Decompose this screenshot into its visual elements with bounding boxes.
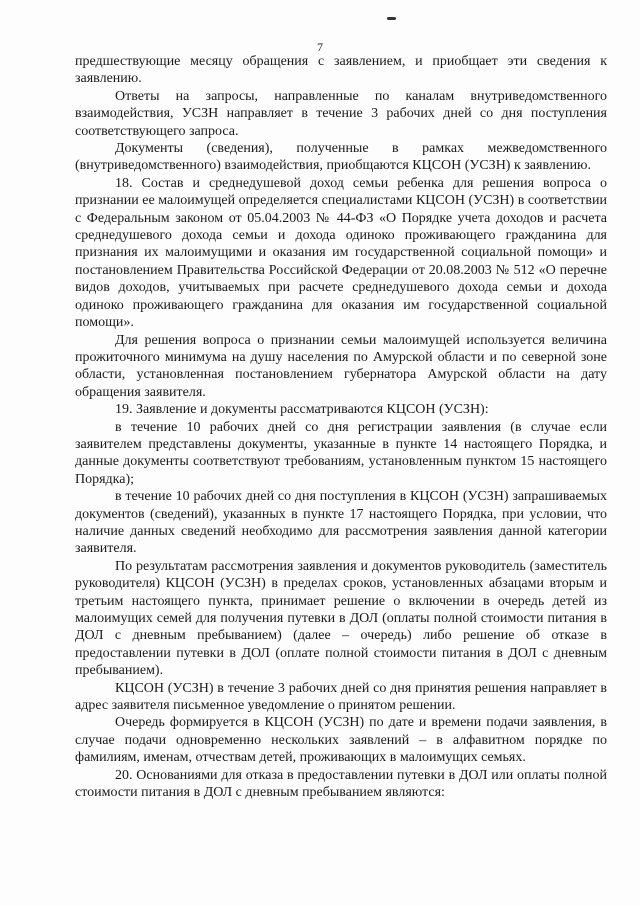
page-number: 7 — [317, 40, 323, 54]
document-body — [75, 53, 607, 801]
paragraph-19-term-registration: в течение 10 рабочих дней со дня регистрации заявления (в случае если заявителем представлены документы, указанные в пункте 14 настоящего Порядка, и данные документы соответствуют требованиям, установленным пунктом 15 настоящего Порядка); — [75, 419, 607, 487]
paragraph-responses: Ответы на запросы, направленные по каналам внутриведомственного взаимодействия, УСЗН направляет в течение 3 рабочих дней со дня поступления соответствующего запроса. — [75, 88, 607, 139]
paragraph-decision: По результатам рассмотрения заявления и документов руководитель (заместитель руководителя) КЦСОН (УСЗН) в пределах сроков, установленных абзацами вторым и третьим настоящего пункта, принимает решение о включении в очередь детей из малоимущих семей для получения путевки в ДОЛ (оплаты полной стоимости питания в ДОЛ с дневным пребыванием) (далее – очередь) либо решение об отказе в предоставлении путевки в ДОЛ (оплате полной стоимости питания в ДОЛ с дневным пребыванием). — [75, 558, 607, 679]
paragraph-19-term-receipt: в течение 10 рабочих дней со дня поступления в КЦСОН (УСЗН) запрашиваемых документов (сведений), указанных в пункте 17 настоящего Порядка, при условии, что наличие данных сведений необходимо для рассмотрения заявления данной категории заявителя. — [75, 489, 607, 557]
paragraph-18: 18. Состав и среднедушевой доход семьи ребенка для решения вопроса о признании ее малоимущей определяется специалистами КЦСОН (УСЗН) в соответствии с Федеральным законом от 05.04.2003 № 44-ФЗ «О Порядке учета доходов и расчета среднедушевого дохода семьи и дохода одиноко проживающего гражданина для признания их малоимущими и оказания им государственной социальной помощи» и постановлением Правительства Российской Федерации от 20.08.2003 № 512 «О перечне видов доходов, учитываемых при расчете среднедушевого дохода семьи и дохода одиноко проживающего гражданина для оказания им государственной социальной помощи». — [75, 175, 607, 331]
paragraph-19: 19. Заявление и документы рассматриваются КЦСОН (УСЗН): — [115, 402, 489, 418]
paragraph-20: 20. Основаниями для отказа в предоставлении путевки в ДОЛ или оплаты полной стоимости питания в ДОЛ с дневным пребыванием являются: — [75, 767, 607, 801]
scan-artifact-mark — [387, 17, 396, 20]
paragraph-continuation: предшествующие месяцу обращения с заявлением, и приобщает эти сведения к заявлению. — [75, 54, 607, 87]
paragraph-queue: Очередь формируется в КЦСОН (УСЗН) по дате и времени подачи заявления, в случае подачи одновременно нескольких заявлений – в алфавитном порядке по фамилиям, именам, отчествам детей, проживающих в малоимущих семьях. — [75, 715, 607, 766]
paragraph-subsistence-minimum: Для решения вопроса о признании семьи малоимущей используется величина прожиточного минимума на душу населения по Амурской области и по северной зоне области, установленная постановлением губернатора Амурской области на дату обращения заявителя. — [75, 332, 607, 400]
paragraph-notification: КЦСОН (УСЗН) в течение 3 рабочих дней со дня принятия решения направляет в адрес заявителя письменное уведомление о принятом решении. — [75, 680, 607, 714]
paragraph-documents: Документы (сведения), полученные в рамках межведомственного (внутриведомственного) взаимодействия, приобщаются КЦСОН (УСЗН) к заявлению. — [75, 141, 607, 174]
